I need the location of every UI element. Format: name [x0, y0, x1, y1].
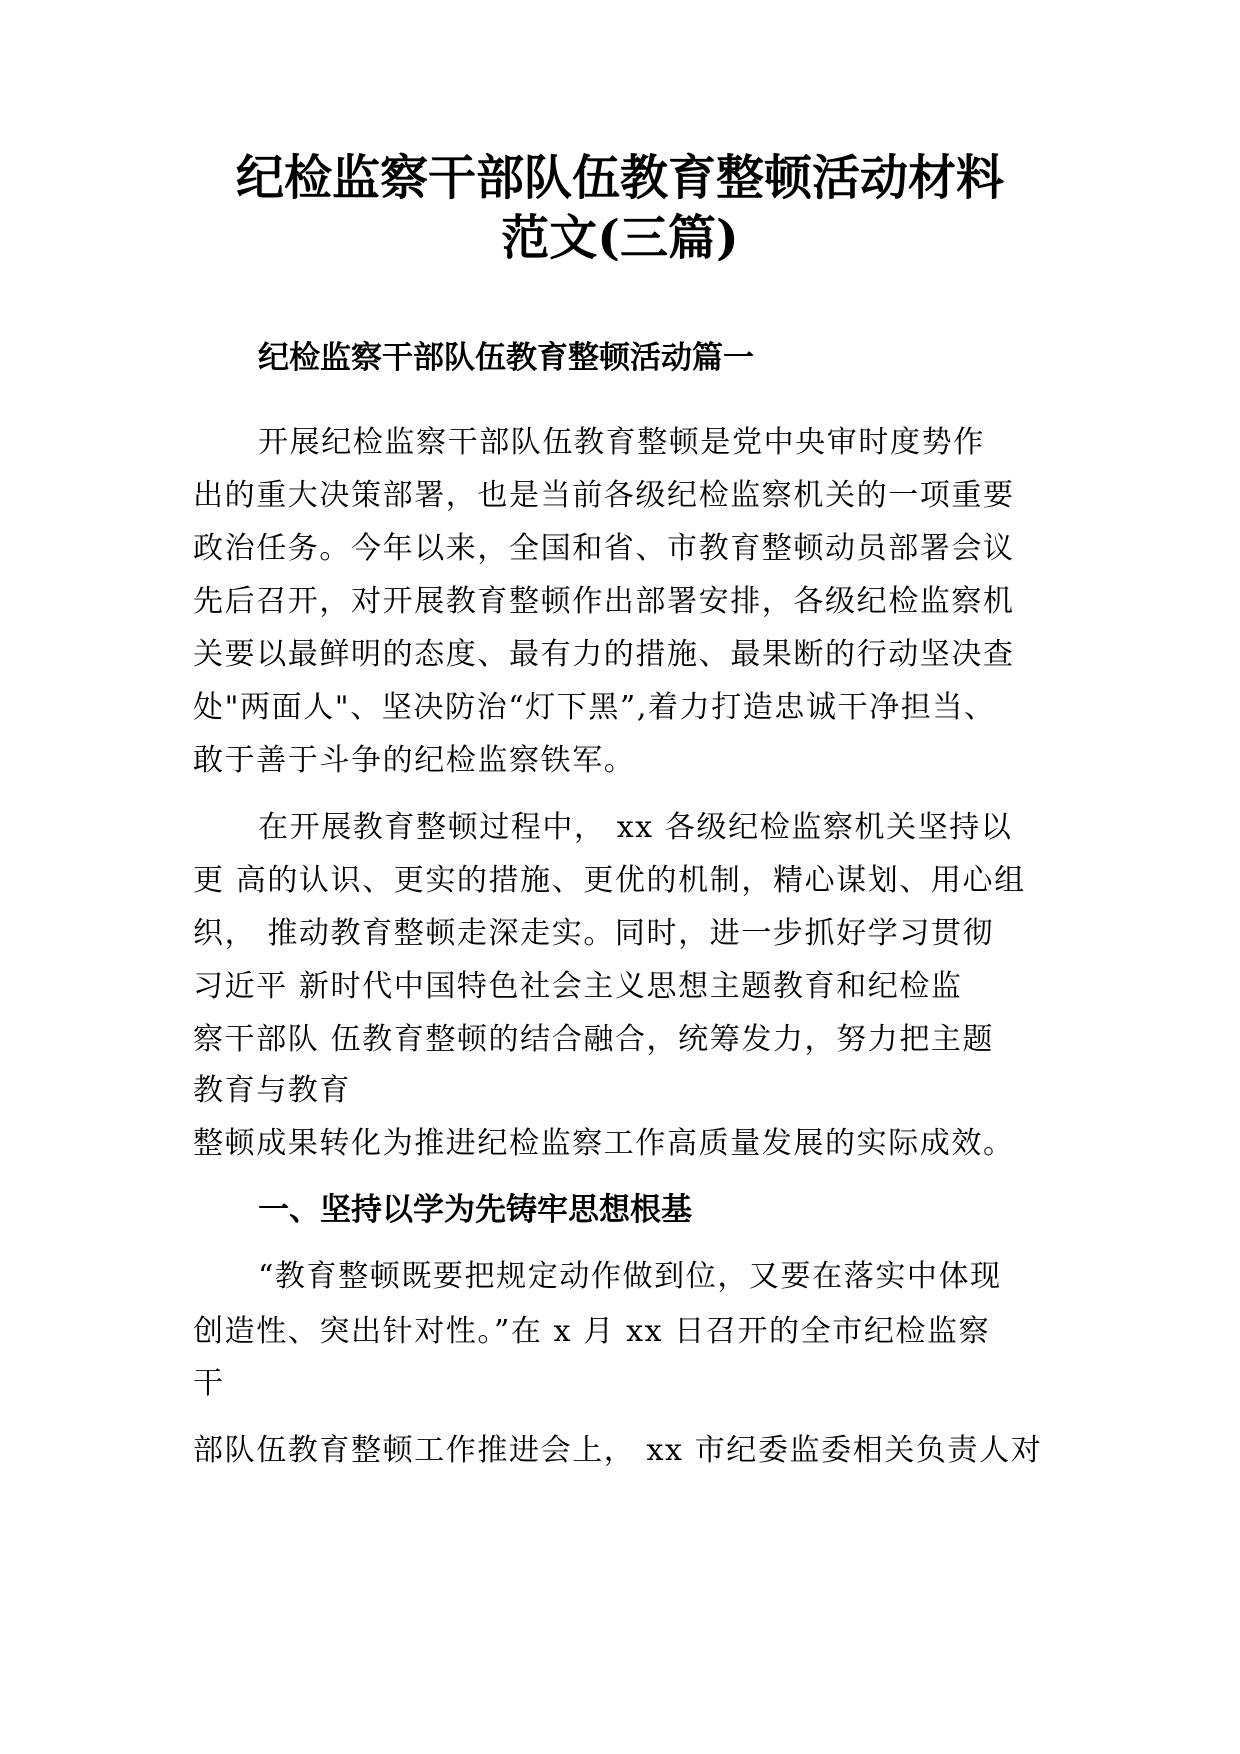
- paragraph-1-line: 开展纪检监察干部队伍教育整顿是党中央审时度势作: [258, 425, 985, 460]
- paragraph-2-line: 织， 推动教育整顿走深走实。同时，进一步抓好学习贯彻: [193, 916, 995, 951]
- paragraph-2-line: 教育与教育: [193, 1073, 351, 1108]
- paragraph-1-line: 政治任务。今年以来，全国和省、市教育整顿动员部署会议: [193, 531, 1015, 566]
- paragraph-2-line: 更 高的认识、更实的措施、更优的机制，精心谋划、用心组: [193, 863, 1026, 898]
- paragraph-3-line: 干: [193, 1366, 225, 1401]
- paragraph-3-line: 部队伍教育整顿工作推进会上， xx 市纪委监委相关负责人对: [193, 1433, 1043, 1468]
- paragraph-3-line: “教育整顿既要把规定动作做到位，又要在落实中体现: [258, 1259, 1002, 1294]
- paragraph-2-line: 习近平 新时代中国特色社会主义思想主题教育和纪检监: [193, 969, 963, 1004]
- paragraph-1-line: 先后召开，对开展教育整顿作出部署安排，各级纪检监察机: [193, 584, 1015, 619]
- document-title-line-1: 纪检监察干部队伍教育整顿活动材料: [235, 150, 1004, 206]
- paragraph-1-line: 敢于善于斗争的纪检监察铁军。: [193, 743, 636, 778]
- paragraph-1-line: 出的重大决策部署，也是当前各级纪检监察机关的一项重要: [193, 478, 1015, 513]
- paragraph-3-line: 创造性、突出针对性。”在 x 月 xx 日召开的全市纪检监察: [193, 1314, 991, 1349]
- paragraph-2-line: 察干部队 伍教育整顿的结合融合，统筹发力，努力把主题: [193, 1022, 995, 1057]
- paragraph-2-line: 整顿成果转化为推进纪检监察工作高质量发展的实际成效。: [193, 1126, 1015, 1161]
- section-heading: 一、坚持以学为先铸牢思想根基: [258, 1192, 692, 1228]
- section-title: 纪检监察干部队伍教育整顿活动篇一: [258, 340, 754, 376]
- document-title-line-2: 范文(三篇): [501, 210, 739, 266]
- paragraph-1-line: 关要以最鲜明的态度、最有力的措施、最果断的行动坚决查: [193, 637, 1015, 672]
- paragraph-2-line: 在开展教育整顿过程中， xx 各级纪检监察机关坚持以: [258, 810, 1013, 845]
- paragraph-1-line: 处"两面人"、坚决防治“灯下黑”,着力打造忠诚干净担当、: [193, 690, 996, 725]
